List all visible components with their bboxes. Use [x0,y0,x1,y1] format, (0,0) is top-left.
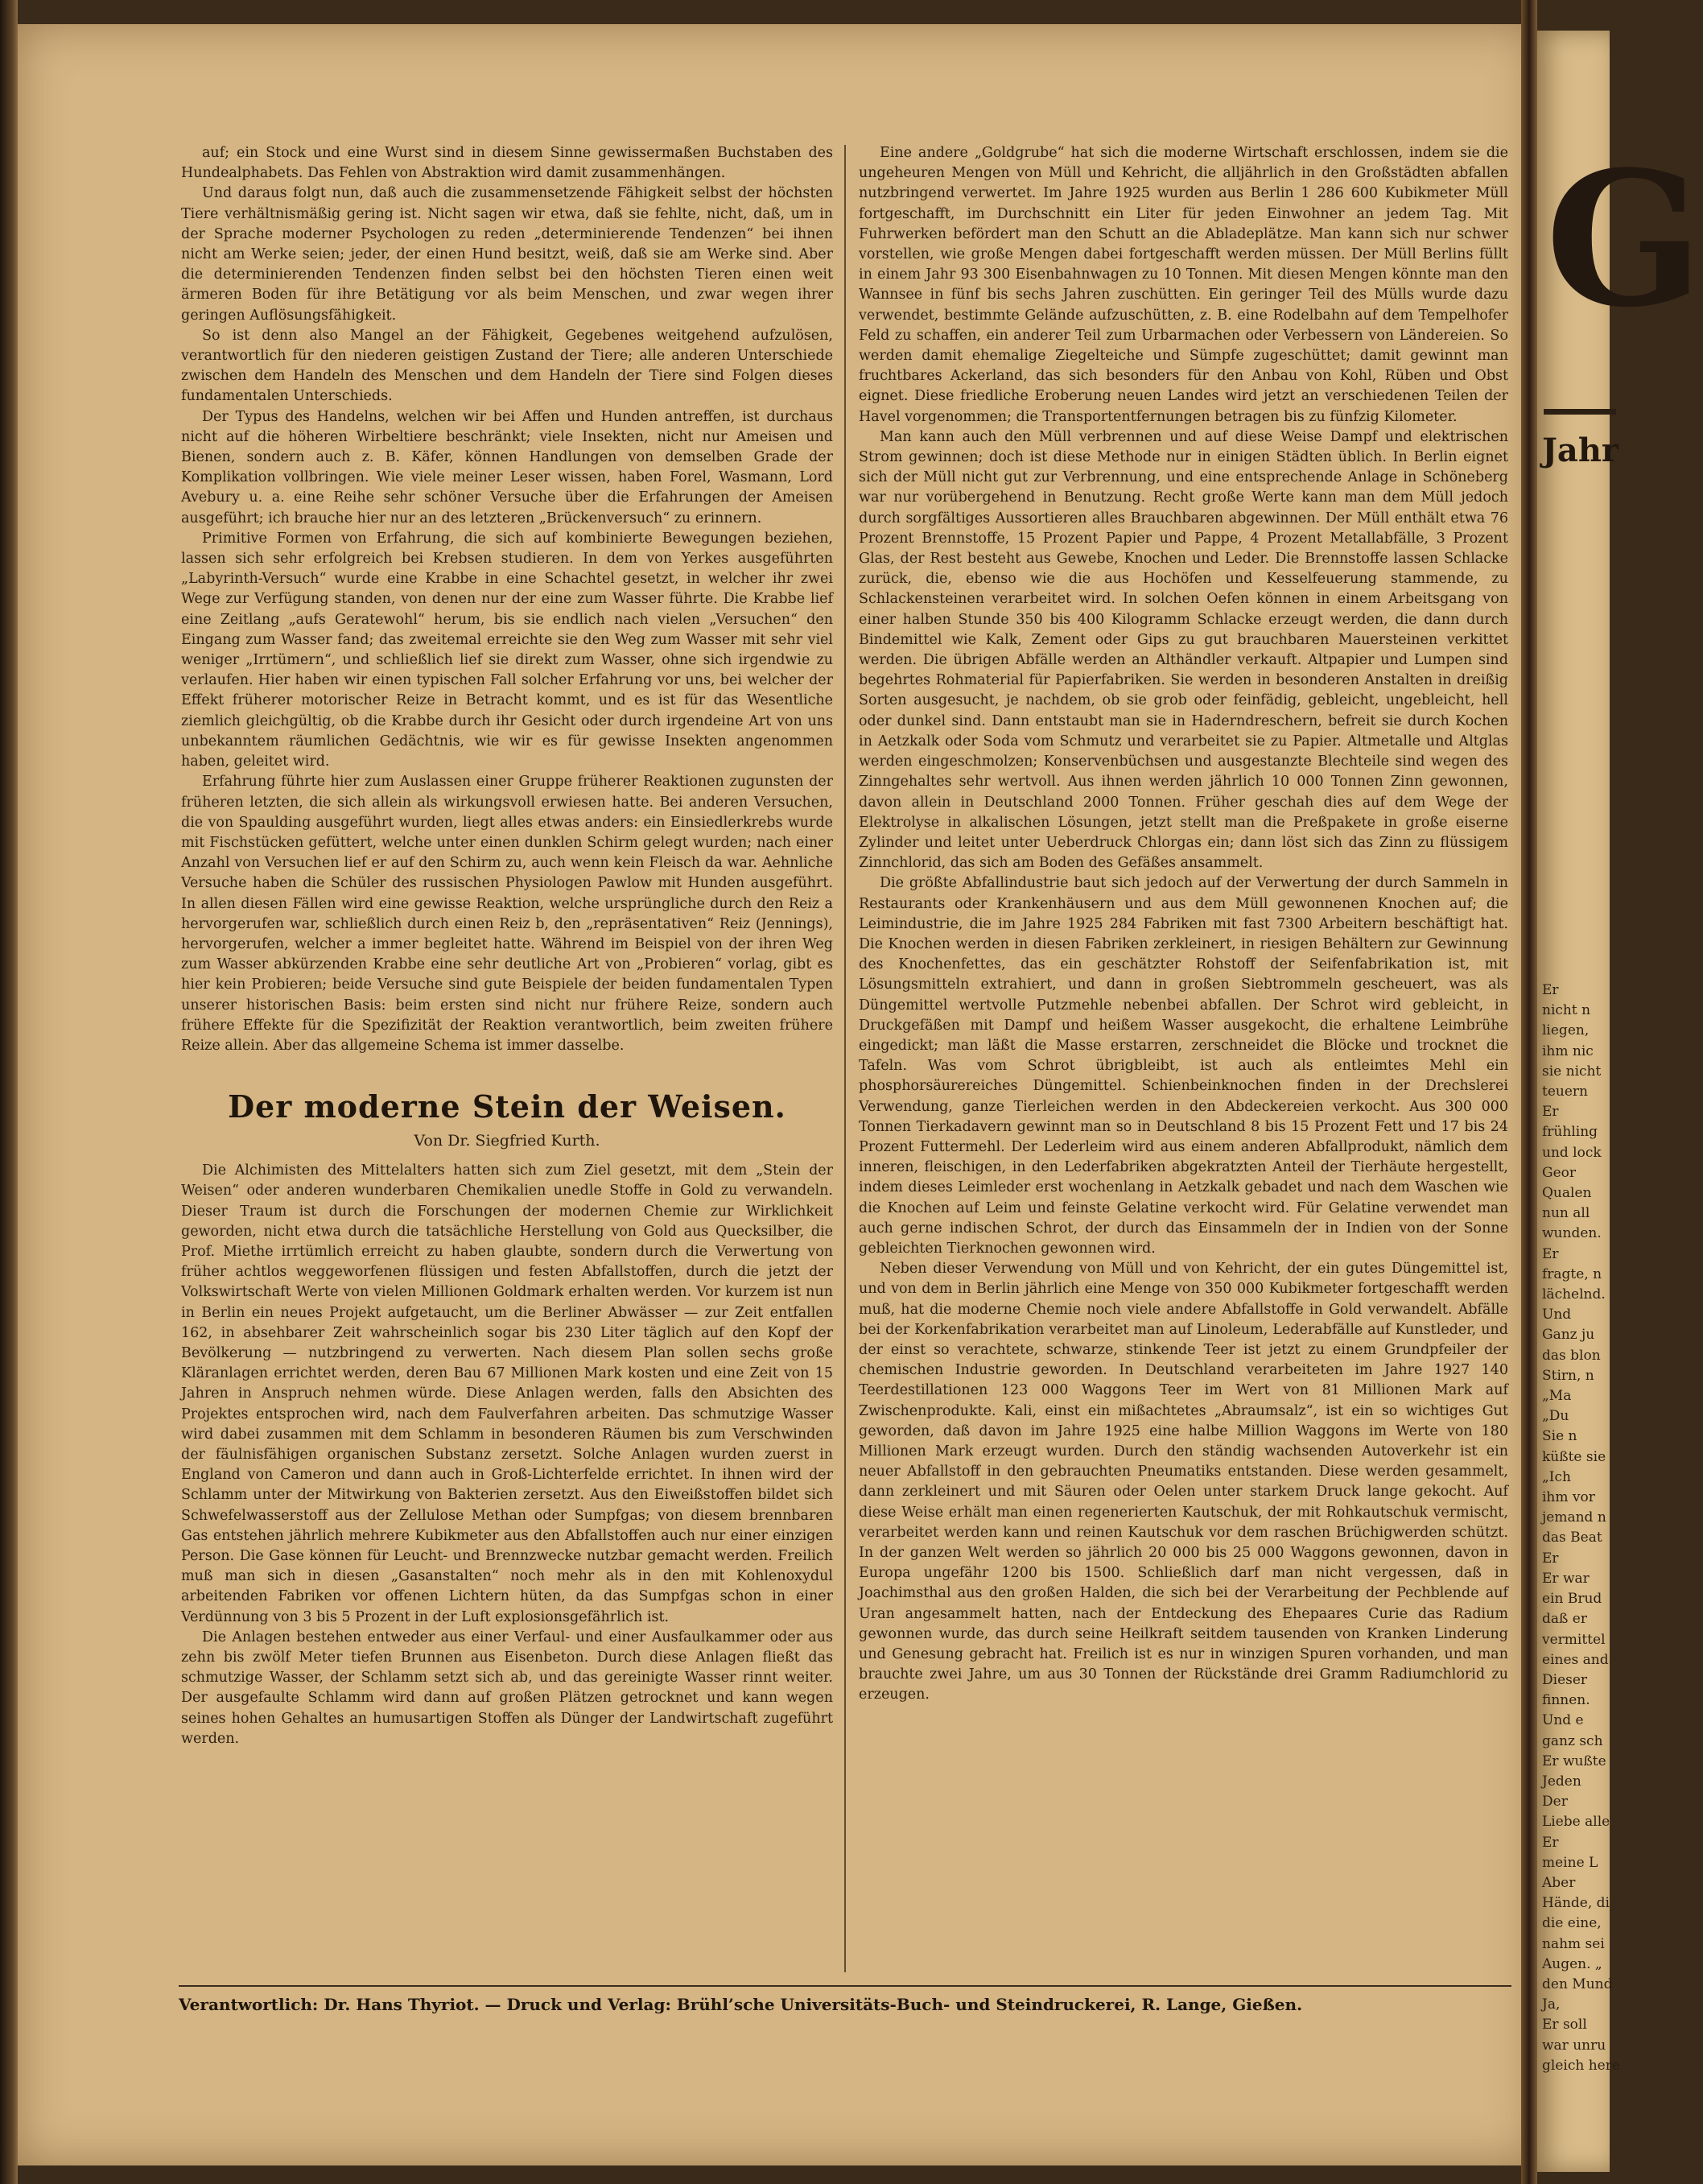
adjacent-page-line: ganz sch [1542,1732,1603,1749]
right-column [859,143,1508,1983]
imprint-line: Verantwortlich: Dr. Hans Thyriot. — Druck und Verlag: Brühl’sche Universitäts-Buch- und Steindruckerei, R. Lange, Gießen. [179,1995,1303,2014]
adjacent-page-line: Er soll [1542,2017,1587,2033]
paragraph: So ist denn also Mangel an der Fähigkeit, Gegebenes weitgehend aufzulösen, verantwortlich für den niederen geistigen Zustand der Tiere; alle anderen Unterschiede zwischen dem Handeln des Menschen und dem Handeln der Tiere sind Folgen dieses fundamentalen Unterschieds. [181,327,833,405]
adjacent-page-line: Sie n [1542,1428,1577,1445]
paragraph: Man kann auch den Müll verbrennen und auf diese Weise Dampf und elektrischen Strom gewinnen; doch ist diese Methode nur in einigen Städten üblich. In Berlin eignet sich der Müll nicht gut zur Verbrennung, und eine entsprechende Anlage in Schöneberg war nur vorübergehend in Benutzung. Recht große Werte kann man dem Müll jedoch durch sorgfältiges Aussortieren alles Brauchbaren abgewinnen. Der Müll enthält etwa 76 Prozent Brennstoffe, 15 Prozent Papier und Pappe, 4 Prozent Metallabfälle, 3 Prozent Glas, der Rest besteht aus Gewebe, Knochen und Leder. Die Brennstoffe lassen Schlacke zurück, die, ebenso wie die aus Hochöfen und Kesselfeuerung stammende, zu Schlackensteinen verarbeitet wird. In solchen Oefen können in einem Arbeitsgang von einer halben Stunde 350 bis 400 Kilogramm Schlacke erzeugt werden, die dann durch Bindemittel wie Kalk, Zement oder Gips zu gut brauchbaren Mauersteinen verkittet werden. Die übrigen Abfälle werden an Althändler verkauft. Altpapier und Lumpen sind begehrtes Rohmaterial für Papierfabriken. Sie werden in besonderen Anstalten in dreißig Sorten ausgesucht, je nachdem, ob sie grob oder feinfädig, gebleicht, ungebleicht, hell oder dunkel sind. Dann entstaubt man sie in Haderndreschern, befreit sie durch Kochen in Aetzkalk oder Soda vom Schmutz und verarbeitet sie zu Papier. Altmetalle und Altglas werden eingeschmolzen; Konservenbüchsen und ausgestanzte Blechteile sind wegen des Zinngehaltes sehr wertvoll. Aus ihnen werden jährlich 10 000 Tonnen Zinn gewonnen, davon allein in Deutschland 2000 Tonnen. Früher geschah dies auf dem Wege der Elektrolyse in alkalischen Lösungen, jetzt stellt man die Preßpakete in große eiserne Zylinder und leitet unter Ueberdruck Chlorgas ein; dann löst sich das Zinn zu flüssigem Zinnchlorid, das sich am Boden des Gefäßes ansammelt. [859,428,1508,872]
imprint-divider [179,1985,1511,1987]
adjacent-page-line: den Mund [1542,1976,1613,1992]
adjacent-page-line: ihm nic [1542,1042,1594,1059]
adjacent-page-line: das blon [1542,1347,1601,1364]
adjacent-page-line: war unru [1542,2037,1606,2054]
paragraph: Neben dieser Verwendung von Müll und von Kehricht, der ein gutes Düngemittel ist, und von dem in Berlin jährlich eine Menge von 350 000 Kubikmeter fortgeschafft werden muß, hat die moderne Chemie noch viele andere Abfallstoffe in Gold verwandelt. Abfälle bei der Korkenfabrikation verarbeitet man auf Linoleum, Lederabfälle auf Kunstleder, und der einst so verachtete, schwarze, stinkende Teer ist jetzt zu einem Grundpfeiler der chemischen Industrie geworden. In Deutschland verarbeiteten im Jahre 1927 140 Teerdestillationen 123 000 Waggons Teer im Wert von 81 Millionen Mark auf Zwischenprodukte. Kali, einst ein mißachtetes „Abraumsalz“, ist ein so wichtiges Gut geworden, daß davon im Jahre 1925 eine halbe Million Waggons im Werte von 180 Millionen Mark erzeugt wurden. Durch den ständig wachsenden Autoverkehr ist ein neuer Abfallstoff in den gebrauchten Pneumatiks entstanden. Diese werden gesammelt, dann zerkleinert und mit Säuren oder Oelen unter starkem Druck lange gekocht. Auf diese Weise erhält man einen regenerierten Kautschuk, der mit Rohkautschuk vermischt, verarbeitet werden kann und reinen Kautschuk vor dem raschen Brüchigwerden schützt. In der ganzen Welt werden so jährlich 20 000 bis 25 000 Waggons gewonnen, davon in Europa ungefähr 1200 bis 1500. Schließlich darf man nicht vergessen, daß in Joachimsthal aus den großen Halden, die sich bei der Verarbeitung der Pechblende auf Uran angesammelt hatten, nach der Entdeckung des Ehepaares Curie das Radium gewonnen wurde, das durch seine Heilkraft seitdem tausenden von Kranken Linderung und Genesung gebracht hat. Freilich ist es nur in winzigen Spuren vorhanden, und man brauchte zwei Jahre, um aus 30 Tonnen der Rückstände drei Gramm Radiumchlorid zu erzeugen. [859,1261,1508,1703]
adjacent-page-line: Geor [1542,1164,1577,1181]
adjacent-page-line: Hände, di [1542,1895,1610,1912]
adjacent-page-line: Er [1542,1550,1559,1567]
adjacent-page-line: sie nicht [1542,1063,1602,1080]
adjacent-page-line: nahm sei [1542,1935,1605,1952]
adjacent-page-line: Ja, [1542,1996,1561,2013]
adjacent-page-line: daß er [1542,1611,1587,1628]
adjacent-page-line: eines and [1542,1651,1609,1668]
adjacent-page-line: Er [1542,982,1559,998]
adjacent-page-line: wunden. [1542,1225,1602,1242]
article-heading [181,1056,833,1161]
adjacent-page-line: „Ma [1542,1388,1572,1405]
adjacent-page-line: jemand n [1542,1509,1606,1526]
paragraph: Primitive Formen von Erfahrung, die sich auf kombinierte Bewegungen beziehen, lassen sich sehr erfolgreich bei Krebsen studieren. In dem von Yerkes ausgeführten „Labyrinth-Versuch“ wurde eine Krabbe in eine Schachtel gesetzt, in welcher ihr zwei Wege zur Verfügung standen, von denen nur der eine zum Wasser führte. Die Krabbe lief eine Zeitlang „aufs Geratewohl“ herum, bis sie endlich nach vielen „Versuchen“ den Eingang zum Wasser fand; das zweitemal erreichte sie den Weg zum Wasser mit sehr viel weniger „Irrtümern“, und schließlich lief sie direkt zum Wasser, ohne sich irgendwie zu verlaufen. Hier haben wir einen typischen Fall solcher Erfahrung vor uns, bei welcher der Effekt früherer motorischer Reize in Betracht kommt, und es ist für das Wesentliche ziemlich gleichgültig, ob die Krabbe durch ihr Gesicht oder durch irgendeine Art von uns unbekanntem räumlichen Gedächtnis, wie wir es für gewisse Insekten angenommen haben, geleitet wird. [181,530,833,770]
adjacent-page-line: Aber [1542,1874,1576,1891]
adjacent-page-line: die eine, [1542,1915,1602,1932]
adjacent-page-line: finnen. [1542,1692,1590,1709]
book-binding-edge [0,0,18,2184]
article-byline: Von Dr. Siegfried Kurth. [414,1132,600,1150]
adjacent-page-line: Dieser [1542,1671,1588,1688]
adjacent-page-masthead: G [1545,131,1703,349]
adjacent-page-line: Er war [1542,1570,1590,1587]
left-column [181,143,833,1983]
adjacent-page-line: Und [1542,1307,1572,1323]
adjacent-page-line: „Du [1542,1408,1569,1425]
article-title: Der moderne Stein der Weisen. [228,1088,786,1125]
adjacent-page-edge [1537,31,1703,2172]
adjacent-page-text [1542,981,1620,2076]
adjacent-page-header: Jahr [1542,431,1618,469]
paragraph: Der Typus des Handelns, welchen wir bei Affen und Hunden antreffen, ist durchaus nicht auf die höheren Wirbeltiere beschränkt; viele Insekten, nicht nur Ameisen und Bienen, sondern auch z. B. Käfer, können Handlungen von demselben Grade der Komplikation vollbringen. Wie viele meiner Leser wissen, haben Forel, Wasmann, Lord Avebury u. a. eine Reihe sehr schöner Versuche über die Erfahrungen der Ameisen ausgeführt; ich brauche hier nur an des letzteren „Brückenversuch“ zu erinnern. [181,408,833,526]
paragraph: Erfahrung führte hier zum Auslassen einer Gruppe früherer Reaktionen zugunsten der früheren letzten, die sich allein als wirkungsvoll erwiesen hatte. Bei anderen Versuchen, die von Spaulding ausgeführt wurden, liegt alles etwas anders: ein Einsiedlerkrebs wurde mit Fischstücken gefüttert, welche unter einen dunklen Schirm gelegt wurden; nach einer Anzahl von Versuchen lief er auf den Schirm zu, auch wenn kein Fleisch da war. Aehnliche Versuche haben die Schüler des russischen Physiologen Pawlow mit Hunden ausgeführt. In allen diesen Fällen wird eine gewisse Reaktion, welche ursprüngliche durch den Reiz a hervorgerufen war, schließlich durch einen Reiz b, den „repräsentativen“ Reiz (Jennings), hervorgerufen, welcher a immer begleitet hatte. Während im Beispiel von der ihren Weg zum Wasser abkürzenden Krabbe eine sehr deutliche Art von „Probieren“ vorlag, gibt es hier kein Probieren; beide Versuche sind gute Beispiele der beiden fundamentalen Typen unserer historischen Basis: beim ersten sind nicht nur frühere Reize, sondern auch frühere Effekte für die Spezifizität der Reaktion verantwortlich, beim zweiten frühere Reize allein. Aber das allgemeine Schema ist immer dasselbe. [181,774,833,1054]
adjacent-page-line: fragte, n [1542,1265,1602,1282]
paragraph: Und daraus folgt nun, daß auch die zusammensetzende Fähigkeit selbst der höchsten Tiere verhältnismäßig gering ist. Nicht sagen wir etwa, daß sie fehlte, nicht, daß, um in der Sprache moderner Psychologen zu reden „determinierende Tendenzen“ bei ihnen nicht am Werke seien; jeder, der einen Hund besitzt, weiß, daß sie am Werke sind. Aber die determinierenden Tendenzen finden selbst bei den höchsten Tieren einen weit ärmeren Boden für ihre Betätigung vor als beim Menschen, und zwar wegen ihrer geringen Auflösungsfähigkeit. [181,185,833,324]
adjacent-page-line: das Beat [1542,1530,1602,1546]
adjacent-page-line: küßte sie [1542,1448,1606,1465]
adjacent-page-line: Er [1542,1104,1559,1121]
adjacent-page-line: Augen. „ [1542,1955,1602,1972]
adjacent-page-line: Liebe alle [1542,1814,1610,1831]
adjacent-page-line: nun all [1542,1205,1590,1222]
column-divider [844,145,846,1972]
adjacent-page-line: teuern [1542,1084,1588,1100]
adjacent-page-line: nicht n [1542,1002,1591,1019]
adjacent-page-line: vermittel [1542,1631,1606,1648]
adjacent-page-line: Und e [1542,1712,1584,1729]
adjacent-page-line: meine L [1542,1854,1598,1871]
paragraph: Die Alchimisten des Mittelalters hatten sich zum Ziel gesetzt, mit dem „Stein der Weisen“ oder anderen wunderbaren Chemikalien unedle Stoffe in Gold zu verwandeln. Dieser Traum ist durch die Forschungen der modernen Chemie zur Wirklichkeit geworden, nicht etwa durch die tatsächliche Herstellung von Gold aus Quecksilber, die Prof. Miethe irrtümlich erreicht zu haben glaubte, sondern durch die Verwertung von früher achtlos weggeworfenen flüssigen und festen Abfallstoffen, durch die jetzt der Volkswirtschaft Werte von vielen Millionen Goldmark erhalten werden. Vor kurzem ist nun in Berlin ein neues Projekt aufgetaucht, um die Berliner Abwässer — zur Zeit entfallen 162, in absehbarer Zeit wahrscheinlich sogar bis 230 Liter täglich auf den Kopf der Bevölkerung — nutzbringend zu verwerten. Nach diesem Plan sollen sechs große Kläranlagen errichtet werden, deren Bau 67 Millionen Mark kosten und eine Zeit von 15 Jahren in Anspruch nehmen würde. Diese Anlagen werden, falls den Absichten des Projektes entsprochen wird, nach dem Faulverfahren arbeiten. Das schmutzige Wasser wird dabei zusammen mit dem Schlamm in besonderen Räumen bis zum Verschwinden der fäulnisfähigen organischen Substanz zersetzt. Solche Anlagen wurden zuerst in England von Cameron und dann auch in Groß-Lichterfelde errichtet. In ihnen wird der Schlamm unter der Mitwirkung von Bakterien zersetzt. Aus den Eiweißstoffen bildet sich Schwefelwasserstoff aus der Zellulose Methan oder Sumpfgas; von diesem brennbaren Gas entstehen jährlich mehrere Kubikmeter aus den Abfallstoffen auch nur einer einzigen Person. Die Gase können für Leucht- und Brennzwecke nutzbar gemacht werden. Freilich muß man sich in diesen „Gasanstalten“ noch mehr als in den mit Kohlenoxydul arbeitenden Fabriken vor offenen Lichtern hüten, da das Sumpfgas schon in einer Verdünnung von 3 bis 5 Prozent in der Luft explosionsgefährlich ist. [181,1162,833,1625]
adjacent-page-line: ein Brud [1542,1591,1602,1608]
adjacent-page-line: lächelnd. [1542,1286,1606,1303]
paragraph: Eine andere „Goldgrube“ hat sich die moderne Wirtschaft erschlossen, indem sie die ungeheuren Mengen von Müll und Kehricht, die alljährlich in den Großstädten abfallen nutzbringend verwertet. Im Jahre 1925 wurden aus Berlin 1 286 600 Kubikmeter Müll fortgeschafft, im Durchschnitt ein Liter für jeden Einwohner an jedem Tag. Mit Fuhrwerken befördert man den Schutt an die Abladeplätze. Man kann sich nur schwer vorstellen, wie große Mengen dabei fortgeschafft werden müssen. Der Müll Berlins füllt in einem Jahr 93 300 Eisenbahnwagen zu 10 Tonnen. Mit diesen Mengen könnte man den Wannsee in fünf bis sechs Jahren zuschütten. Ein geringer Teil des Mülls wurde dazu verwendet, bestimmte Gelände aufzuschütten, z. B. eine Rodelbahn auf dem Tempelhofer Feld zu schaffen, ein anderer Teil zum Urbarmachen oder Verbessern von Ländereien. So werden damit ehemalige Ziegelteiche und Sümpfe zugeschüttet; damit gewinnt man fruchtbares Ackerland, das sich besonders für den Anbau von Kohl, Rüben und Obst eignet. Diese friedliche Eroberung neuen Landes wird jetzt an verschiedenen Teilen der Havel vorgenommen; die Transportentfernungen betragen bis zu fünfzig Kilometer. [859,145,1508,425]
adjacent-page-line: und lock [1542,1144,1602,1161]
adjacent-page-line: Jeden [1542,1773,1581,1790]
adjacent-page-line: Er [1542,1834,1559,1851]
paragraph: Die Anlagen bestehen entweder aus einer Verfaul- und einer Ausfaulkammer oder aus zehn bis zwölf Meter tiefen Brunnen aus Eisenbeton. Durch diese Anlagen fließt das schmutzige Wasser, der Schlamm setzt sich ab, und das gereinigte Wasser rinnt weiter. Der ausgefaulte Schlamm wird dann auf großen Plätzen getrocknet und kann wegen seines hohen Gehaltes an humusartigen Stoffen als Dünger der Landwirtschaft zugeführt werden. [181,1629,833,1747]
adjacent-page-line: Er [1542,1245,1559,1262]
adjacent-page-line: ihm vor [1542,1489,1595,1506]
adjacent-page-line: gleich here [1542,2057,1620,2074]
adjacent-page-line: Qualen [1542,1185,1592,1202]
paragraph: Die größte Abfallindustrie baut sich jedoch auf der Verwertung der durch Sammeln in Restaurants oder Krankenhäusern und aus dem Müll gewonnenen Knochen auf; die Leimindustrie, die im Jahre 1925 284 Fabriken mit fast 7300 Arbeitern beschäftigt hat. Die Knochen werden in diesen Fabriken zerkleinert, in riesigen Behältern zur Gewinnung des Knochenfettes, das ein geschätzter Rohstoff der Seifenfabrikation ist, mit Lösungsmitteln extrahiert, und dann in großen Siebtrommeln gescheuert, was als Düngemittel wertvolle Putzmehle nebenbei abfallen. Der Schrot wird gebleicht, in Druckgefäßen mit Dampf und heißem Wasser ausgekocht, die erhaltene Leimbrühe eingedickt; man läßt die Masse erstarren, zerschneidet die Blöcke und trocknet die Tafeln. Was vom Schrot übrigbleibt, ist auch als entleimtes Mehl ein phosphorsäurereiches Düngemittel. Schienbeinknochen finden in der Drechslerei Verwendung, ganze Tierleichen werden in den Abdeckereien verkocht. Aus 300 000 Tonnen Tierkadavern gewinnt man so in Deutschland 8 bis 15 Prozent Fett und 17 bis 24 Prozent Futtermehl. Der Lederleim wird aus einem anderen Abfallprodukt, nämlich dem inneren, fleischigen, in den Lederfabriken abgekratzten Anteil der Tierhäute hergestellt, indem dieses Leimleder erst wochenlang in Aetzkalk gebadet und nach dem Waschen wie die Knochen auf Leim und feinste Gelatine verkocht wird. Für Gelatine verwendet man auch gerne indischen Schrot, der durch das Einsammeln der in Indien von der Sonne gebleichten Tierknochen gewonnen wird. [859,875,1508,1257]
adjacent-page-line: Der [1542,1794,1568,1810]
adjacent-page-line: Ganz ju [1542,1327,1595,1344]
adjacent-page-line: „Ich [1542,1468,1571,1485]
adjacent-page-rule [1544,409,1616,415]
paragraph: auf; ein Stock und eine Wurst sind in diesem Sinne gewissermaßen Buchstaben des Hundealphabets. Das Fehlen von Abstraktion wird damit zusammenhängen. [181,145,833,182]
adjacent-page-line: Stirn, n [1542,1367,1594,1384]
page-gutter [1521,0,1537,2184]
adjacent-page-line: Er wußte [1542,1753,1606,1769]
adjacent-page-line: liegen, [1542,1022,1590,1039]
adjacent-page-line: frühling [1542,1124,1598,1141]
